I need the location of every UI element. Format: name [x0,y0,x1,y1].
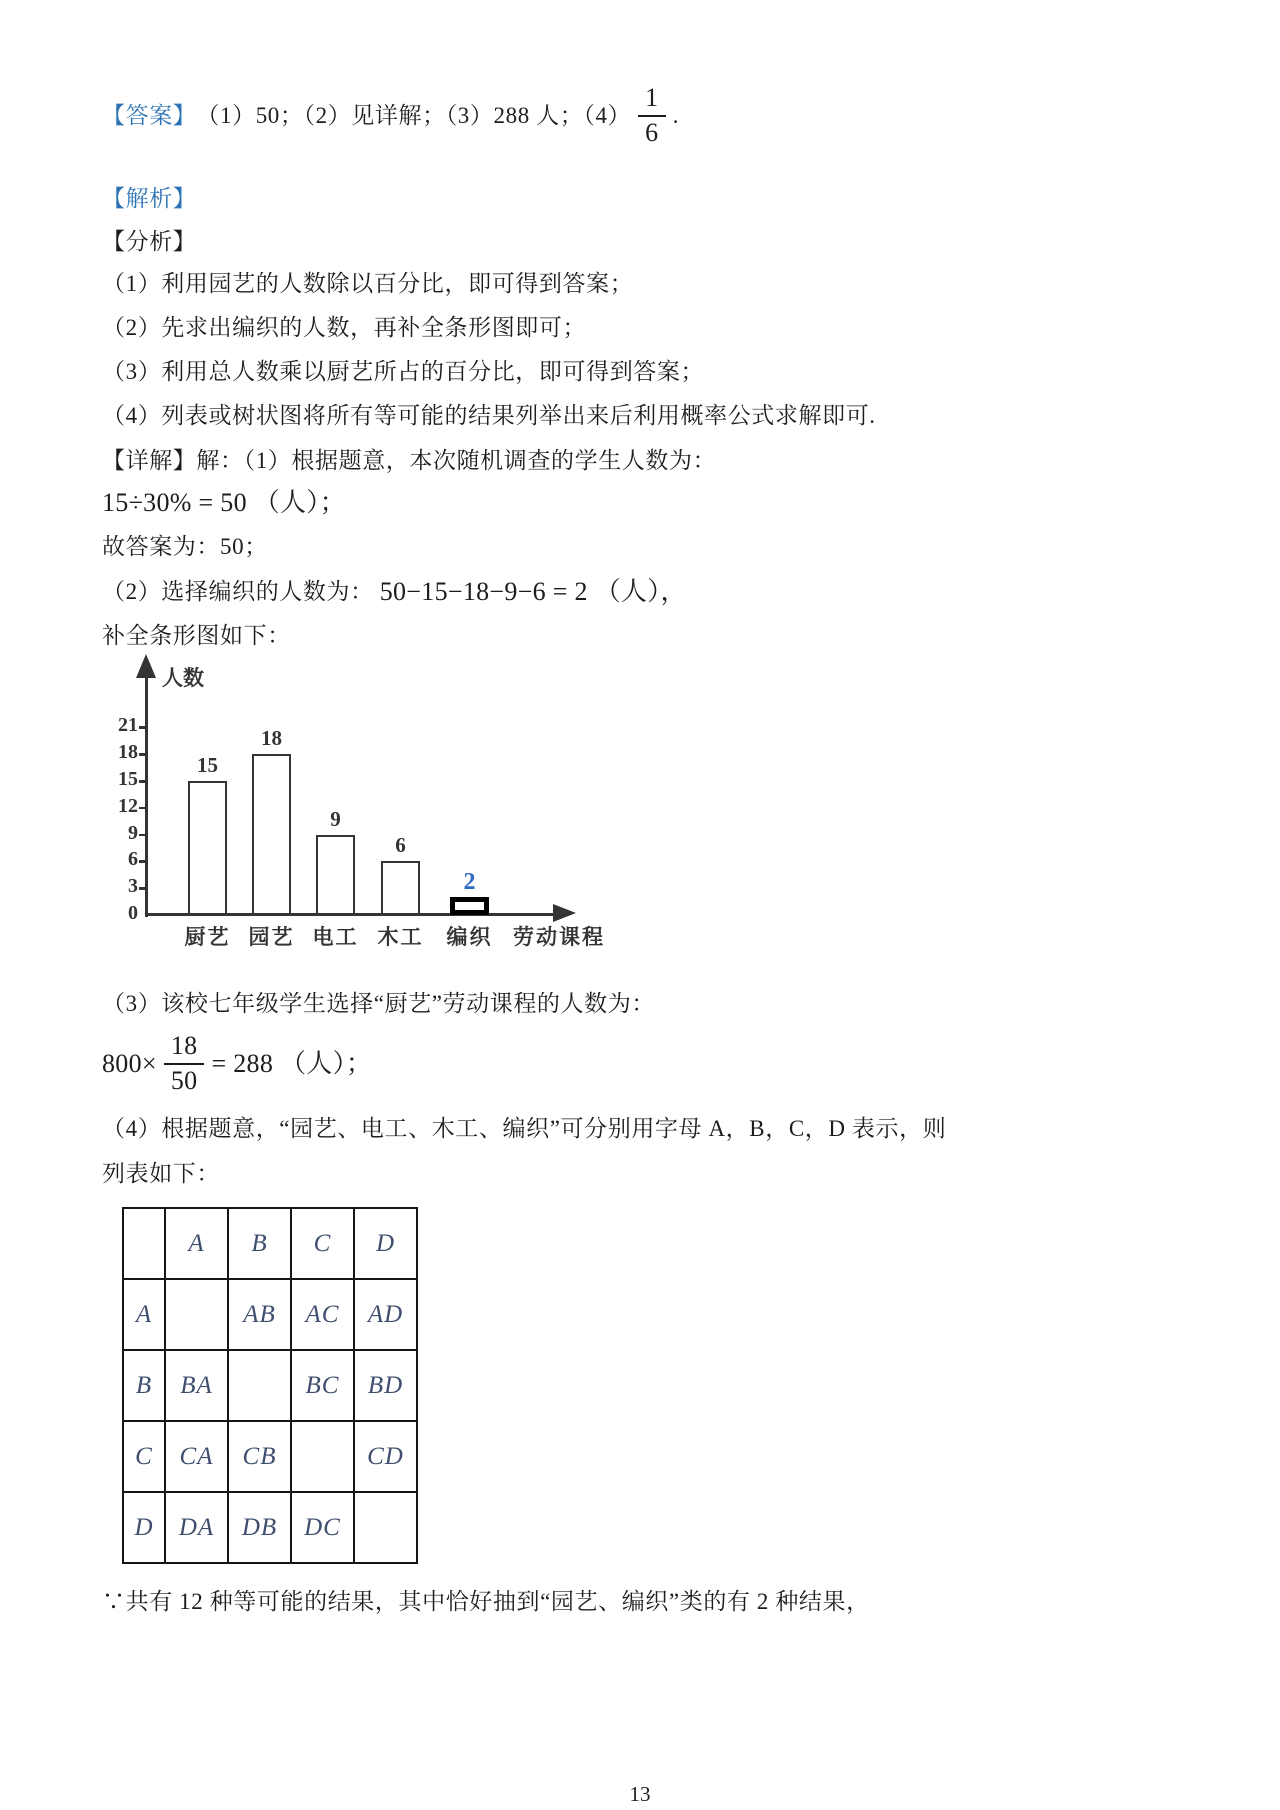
table-intro: 列表如下： [102,1161,220,1186]
answer-line [102,83,680,147]
part2-prefix: （2）选择编织的人数为： [102,578,374,604]
y-tick-label: 0 [128,902,138,924]
bar [450,897,489,915]
x-category-label: 木工 [377,925,424,949]
conclusion-line: ∵共有 12 种等可能的结果，其中恰好抽到“园艺、编织”类的有 2 种结果， [102,1589,870,1614]
answer-restate: 故答案为：50； [102,534,268,559]
outcome-table-cell: CA [165,1421,228,1492]
formula-total: 15÷30% = 50 （人）； [102,488,346,517]
y-tick-label: 3 [128,875,138,898]
analysis-item-2: （2）先求出编织的人数，再补全条形图即可； [102,315,587,340]
bar-chart [110,658,655,958]
outcome-table-cell: BC [291,1350,354,1421]
bar [381,861,420,915]
outcome-table-cell: C [123,1421,165,1492]
y-tick-mark [139,726,146,729]
y-tick-label: 9 [128,821,138,844]
x-category-label: 编织 [446,925,493,949]
y-tick-mark [139,780,146,783]
outcome-table [122,1207,418,1564]
bar [252,754,291,915]
outcome-table-cell: B [228,1208,291,1279]
y-tick-label: 6 [128,848,138,871]
fraction-denominator: 6 [645,118,659,147]
outcome-table-row [123,1279,417,1350]
y-axis-title: 人数 [162,666,204,690]
bar [316,835,355,915]
fenxi-label: 【分析】 [102,229,197,254]
outcome-table-cell [165,1279,228,1350]
y-tick-mark [139,834,146,837]
x-axis-title: 劳动课程 [513,925,605,949]
y-tick-label: 12 [118,794,138,817]
answer-period: . [672,102,680,128]
bar [188,781,227,915]
x-category-label: 厨艺 [184,925,231,949]
analysis-item-1: （1）利用园艺的人数除以百分比，即可得到答案； [102,271,634,296]
detail-part4: （4）根据题意，“园艺、电工、木工、编织”可分别用字母 A，B，C，D 表示，则 [102,1116,947,1141]
page-number: 13 [629,1782,651,1806]
bar-value-label: 9 [330,807,341,831]
y-tick-mark [139,860,146,863]
y-tick-label: 15 [118,768,138,791]
jiexi-label: 【解析】 [102,186,197,211]
outcome-table-cell: CB [228,1421,291,1492]
part2-formula: 50−15−18−9−6 = 2 （人）， [379,577,687,606]
outcome-table-cell: BA [165,1350,228,1421]
outcome-table-cell: D [123,1492,165,1563]
bar-value-label: 15 [197,753,218,777]
answer-label: 【答案】 [102,102,197,128]
outcome-table-row [123,1492,417,1563]
outcome-table-cell: AB [228,1279,291,1350]
formula3-prefix: 800× [102,1048,157,1078]
y-tick-label: 21 [118,714,138,737]
x-category-label: 园艺 [248,925,295,949]
outcome-table-row [123,1421,417,1492]
y-tick-mark [139,807,146,810]
outcome-table-cell [123,1208,165,1279]
detail-head-text: 解：（1）根据题意，本次随机调查的学生人数为： [196,448,717,473]
x-axis-arrow-icon [553,904,576,922]
outcome-table-row [123,1208,417,1279]
analysis-item-3: （3）利用总人数乘以厨艺所占的百分比，即可得到答案； [102,359,705,384]
outcome-table-cell: AD [354,1279,417,1350]
outcome-table-cell: A [165,1208,228,1279]
outcome-table-cell: DB [228,1492,291,1563]
outcome-table-cell: C [291,1208,354,1279]
outcome-table-cell: B [123,1350,165,1421]
y-tick-mark [139,753,146,756]
formula3-denominator: 50 [170,1066,198,1095]
detail-part3: （3）该校七年级学生选择“厨艺”劳动课程的人数为： [102,991,655,1016]
formula3-suffix: = 288 （人）； [211,1048,373,1078]
outcome-table-cell: D [354,1208,417,1279]
outcome-table-cell: DA [165,1492,228,1563]
chart-intro: 补全条形图如下： [102,623,291,648]
answer-body: （1）50；（2）见详解；（3）288 人；（4） [196,102,632,128]
y-axis-arrow-icon [136,654,156,678]
analysis-item-4: （4）列表或树状图将所有等可能的结果列举出来后利用概率公式求解即可. [102,403,876,428]
bar-value-label: 2 [463,869,476,895]
fraction-numerator: 1 [638,85,666,117]
formula3-numerator: 18 [164,1033,205,1065]
outcome-table-cell: DC [291,1492,354,1563]
outcome-table-body [123,1208,417,1563]
x-category-label: 电工 [312,925,359,949]
bar-value-label: 18 [261,726,282,750]
y-tick-label: 18 [118,741,138,764]
answer-fraction [638,85,666,146]
outcome-table-cell: AC [291,1279,354,1350]
detail-label: 【详解】 [102,448,197,473]
outcome-table-cell: CD [354,1421,417,1492]
outcome-table-cell [228,1350,291,1421]
outcome-table-cell: A [123,1279,165,1350]
detail-part2 [102,576,687,609]
y-axis [145,674,148,917]
outcome-table-cell: BD [354,1350,417,1421]
y-tick-mark [139,887,146,890]
outcome-table-cell [354,1492,417,1563]
formula3-fraction [164,1033,205,1094]
bar-value-label: 6 [395,833,406,857]
outcome-table-cell [291,1421,354,1492]
outcome-table-row [123,1350,417,1421]
detail-head [102,447,716,476]
formula-proportion [102,1030,372,1098]
